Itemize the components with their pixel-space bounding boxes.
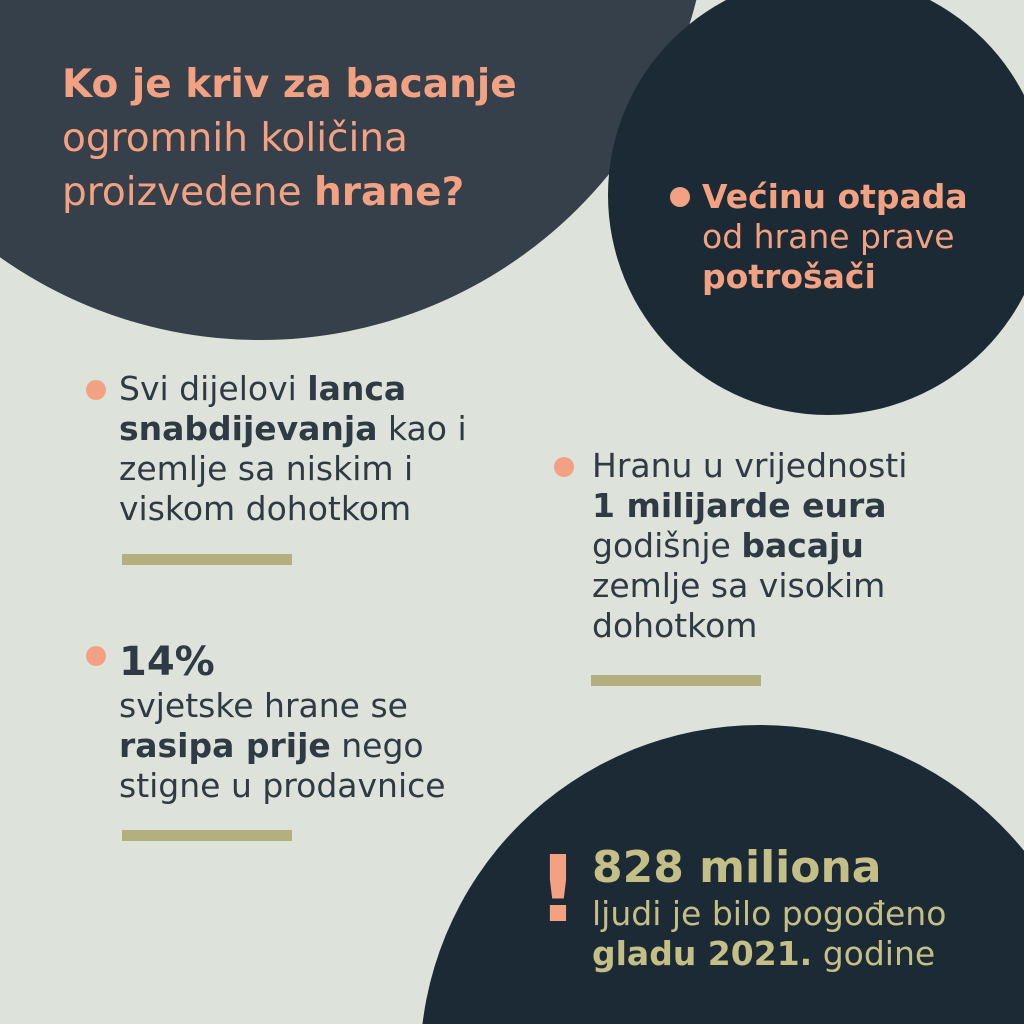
billion-part-3: godišnje [592, 526, 742, 565]
page-title [62, 58, 517, 220]
hunger-line-1: ljudi je bilo pogođeno [592, 894, 947, 933]
hunger-line-2 [592, 934, 946, 974]
consumers-line-1: Većinu otpada [702, 177, 968, 216]
billion-text [592, 446, 907, 646]
percent-text [119, 638, 446, 806]
hunger-text [592, 842, 946, 974]
billion-line-1: Hranu u vrijednosti [592, 446, 908, 485]
percent-line-3: stigne u prodavnice [119, 766, 446, 805]
supply-chain-line-4: viskom dohotkom [119, 489, 412, 528]
billion-line-2: 1 milijarde eura [592, 486, 887, 525]
title-line-3-normal: proizvedene [62, 170, 315, 215]
supply-chain-part-2: lanca [307, 369, 407, 408]
supply-chain-bullet-icon [86, 380, 106, 400]
supply-chain-part-3: snabdijevanja [119, 409, 378, 448]
percent-value: 14% [119, 639, 215, 685]
consumers-bullet-icon [670, 187, 690, 207]
billion-line-5: dohotkom [592, 606, 758, 645]
percent-line-1: svjetske hrane se [119, 686, 408, 725]
billion-divider [591, 675, 761, 686]
consumers-text [702, 177, 968, 297]
supply-chain-divider [122, 554, 292, 565]
percent-part-3: nego [330, 726, 424, 765]
supply-chain-line-2 [119, 409, 467, 449]
hunger-part-3: godine [812, 934, 936, 973]
title-line-3 [62, 166, 517, 220]
hunger-part-2: gladu 2021. [592, 934, 813, 973]
hunger-headline: 828 miliona [592, 842, 882, 893]
supply-chain-line-3: zemlje sa niskim i [119, 449, 414, 488]
exclamation-icon: ! [537, 836, 579, 943]
title-line-2: ogromnih količina [62, 116, 408, 161]
title-line-3-bold: hrane? [314, 170, 465, 215]
billion-line-3 [592, 526, 907, 566]
percent-part-2: rasipa prije [119, 726, 331, 765]
billion-bullet-icon [554, 457, 574, 477]
consumers-line-3: potrošači [702, 257, 876, 296]
consumers-line-2: od hrane prave [702, 217, 955, 256]
percent-bullet-icon [86, 646, 106, 666]
billion-part-4: bacaju [741, 526, 864, 565]
billion-line-4: zemlje sa visokim [592, 566, 886, 605]
supply-chain-part-1: Svi dijelovi [119, 369, 308, 408]
supply-chain-part-4: kao i [377, 409, 467, 448]
percent-line-2 [119, 726, 446, 766]
supply-chain-line-1 [119, 369, 467, 409]
percent-divider [122, 830, 292, 841]
supply-chain-text [119, 369, 467, 529]
title-line-1: Ko je kriv za bacanje [62, 62, 517, 107]
